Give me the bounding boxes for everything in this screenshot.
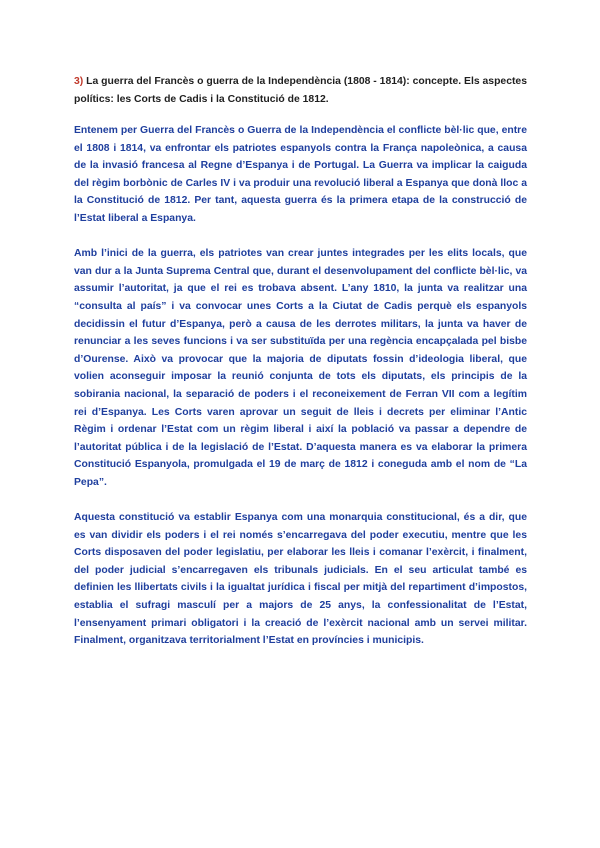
heading-text: La guerra del Francès o guerra de la Independència (1808 - 1814): concepte. Els aspectes polítics: les Corts de Cadis i la Constitució de 1812. [74, 76, 527, 105]
section-heading [74, 73, 527, 109]
document-content [74, 73, 527, 667]
paragraph-definition: Entenem per Guerra del Francès o Guerra de la Independència el conflicte bèl·lic que, entre el 1808 i 1814, va enfrontar els patriotes espanyols contra la França napoleònica, a causa de la invasió francesa al Regne d’Espanya i de Portugal. La Guerra va implicar la caiguda del règim borbònic de Carles IV i va produir una revolució liberal a Espanya que donà lloc a la Constitució de 1812. Per tant, aquesta guerra és la primera etapa de la construcció de l’Estat liberal a Espanya. [74, 125, 527, 224]
heading-number: 3) [74, 76, 84, 87]
paragraph-cortes-de-cadis: Amb l’inici de la guerra, els patriotes van crear juntes integrades per les elits locals, que van dur a la Junta Suprema Central que, durant el desenvolupament del conflicte bèl·lic, va assumir l’autoritat, ja que el rei es trobava absent. L’any 1810, la junta va realitzar una “consulta al país” i va convocar unes Corts a la Ciutat de Cadis perquè els espanyols decidissin el futur d’Espanya, però a causa de les derrotes militars, la junta va haver de renunciar a les seves funcions i va ser substituïda per una regència encapçalada pel bisbe d’Ourense. Això va provocar que la majoria de diputats fossin d’ideologia liberal, que volien aconseguir imposar la reunió conjunta de tots els diputats, els principis de la sobirania nacional, la separació de poders i el reconeixement de Ferran VII com a legítim rei d’Espanya. Les Corts varen aprovar un seguit de lleis i decrets per eliminar l’Antic Règim i ordenar l’Estat com un règim liberal i així la població va passar a dependre de l’autoritat pública i de la legislació de l’Estat. D’aquesta manera es va elaborar la primera Constitució Espanyola, promulgada el 19 de març de 1812 i coneguda amb el nom de “La Pepa”. [74, 248, 527, 488]
paragraph-constitucio-1812: Aquesta constitució va establir Espanya com una monarquia constitucional, és a dir, que es van dividir els poders i el rei només s’encarregava del poder executiu, mentre que les Corts disposaven del poder legislatiu, per elaborar les lleis i comanar l’exèrcit, i finalment, del poder judicial s’encarregaven els tribunals judicials. En el seu articulat també es definien les llibertats civils i la igualtat jurídica i fiscal per mitjà del repartiment d’impostos, establia el sufragi masculí per a majors de 25 anys, la confessionalitat de l’Estat, l’ensenyament primari obligatori i la creació de l’exèrcit nacional amb un servei militar. Finalment, organitzava territorialment l’Estat en províncies i municipis. [74, 512, 527, 647]
